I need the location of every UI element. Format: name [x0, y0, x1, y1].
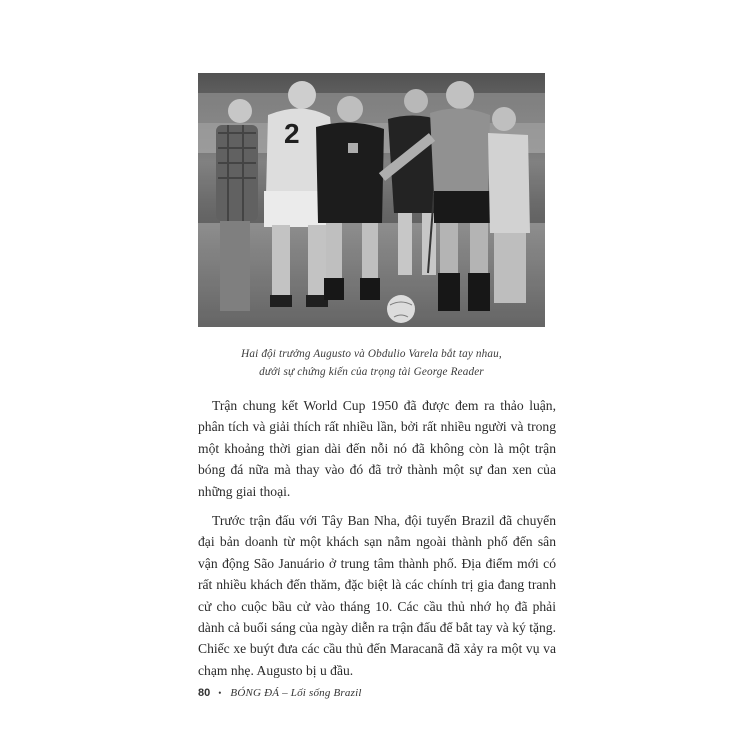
caption-line-1: Hai đội trưởng Augusto và Obdulio Varela bắt tay nhau, — [241, 348, 502, 360]
page-number: 80 — [198, 687, 211, 699]
jersey-number: 2 — [284, 118, 300, 149]
photo-caption — [198, 345, 545, 381]
photo-illustration — [198, 73, 545, 327]
paragraph-2: Trước trận đấu với Tây Ban Nha, đội tuyển Brazil đã chuyển đại bản doanh từ một khách sạn nằm ngoài thành phố đến sân vận động São Januário ở trung tâm thành phố. Địa điểm mới có rất nhiều khách đến thăm, đặc biệt là các chính trị gia đang tranh cử cho cuộc bầu cử vào tháng 10. Các cầu thủ nhớ họ đã phải dành cả buổi sáng của ngày diễn ra trận đấu để bắt tay và ký tặng. Chiếc xe buýt đưa các cầu thủ đến Maracanã đã xảy ra một vụ va chạm nhẹ. Augusto bị u đầu. — [198, 513, 556, 678]
photograph-captains-handshake — [198, 73, 545, 327]
paragraph-1: Trận chung kết World Cup 1950 đã được đem ra thảo luận, phân tích và giải thích rất nhiều lần, bởi rất nhiều người và trong một khoảng thời gian dài đến nỗi nó đã không còn là một trận bóng đá nữa mà thay vào đó đã trở thành một sự đan xen của những giai thoại. — [198, 398, 556, 499]
page-footer — [198, 683, 362, 703]
caption-line-2: dưới sự chứng kiến của trọng tài George Reader — [259, 366, 484, 378]
body-text — [198, 395, 556, 681]
running-head: BÓNG ĐÁ – Lối sống Brazil — [230, 687, 362, 699]
footer-bullet: • — [218, 688, 222, 698]
